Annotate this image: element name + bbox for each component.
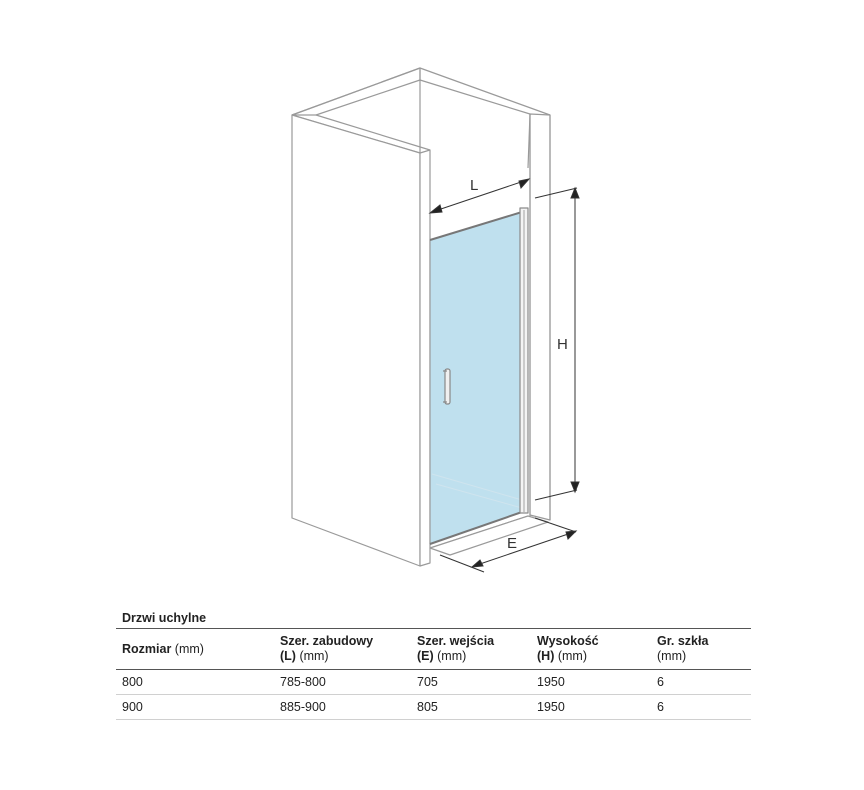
cell-entry: 705	[417, 675, 438, 689]
dimension-L	[430, 179, 529, 213]
cell-size: 800	[122, 675, 143, 689]
header-entry: Szer. wejścia (E) (mm)	[417, 634, 495, 663]
label-L: L	[470, 177, 479, 194]
table-title: Drzwi uchylne	[122, 611, 207, 625]
glass-panel	[430, 212, 522, 544]
label-H: H	[557, 336, 568, 353]
header-height: Wysokość (H) (mm)	[537, 634, 599, 663]
cell-glass: 6	[657, 700, 664, 714]
table-row	[116, 670, 751, 695]
cell-glass: 6	[657, 675, 664, 689]
right-wall	[528, 114, 550, 520]
cell-height: 1950	[537, 675, 565, 689]
cell-height: 1950	[537, 700, 565, 714]
header-width: Szer. zabudowy (L) (mm)	[280, 634, 374, 663]
header-glass: Gr. szkła (mm)	[657, 634, 709, 663]
spec-table	[116, 628, 751, 720]
cell-width: 885-900	[280, 700, 326, 714]
door-handle	[445, 369, 450, 404]
header-size: Rozmiar (mm)	[122, 641, 204, 656]
spec-table-section	[116, 608, 751, 720]
cell-size: 900	[122, 700, 143, 714]
label-E: E	[507, 535, 518, 552]
cell-entry: 805	[417, 700, 438, 714]
cell-width: 785-800	[280, 675, 326, 689]
table-row	[116, 695, 751, 720]
table-header-row	[116, 629, 751, 670]
